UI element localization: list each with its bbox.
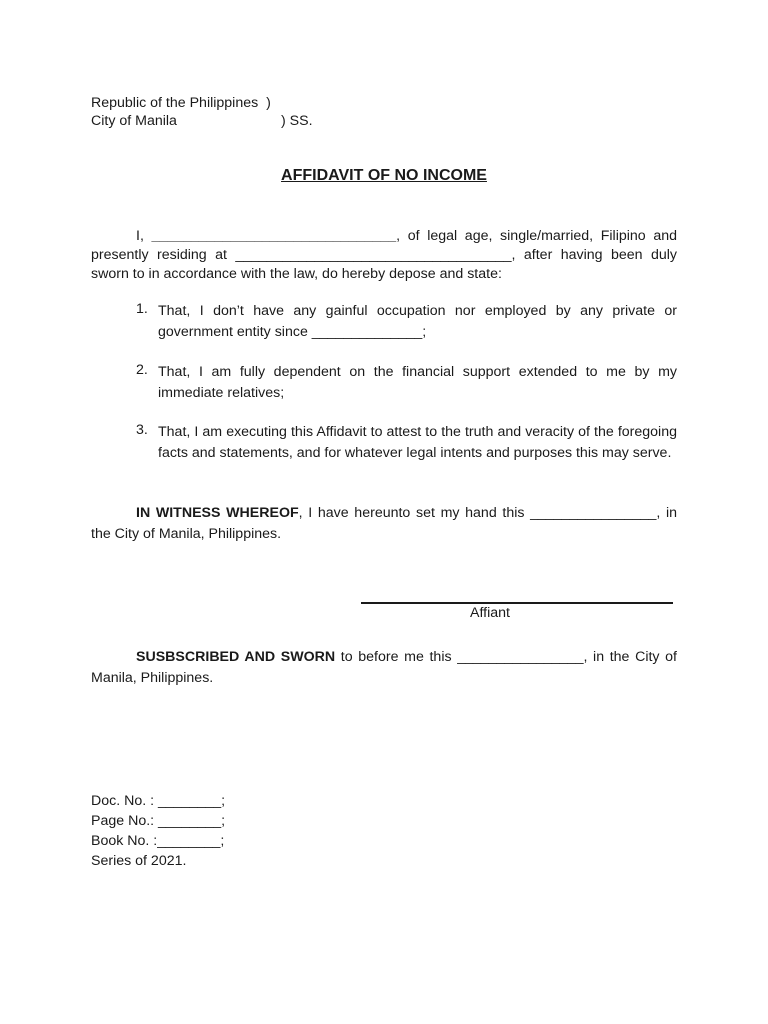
item-text: That, I am executing this Affidavit to attest to the truth and veracity of the foregoing facts and statements, and for whatever legal intents and purposes this may serve. bbox=[158, 424, 677, 461]
item-number: 2. bbox=[136, 362, 148, 378]
notarial-register bbox=[91, 791, 225, 871]
list-item bbox=[136, 362, 677, 404]
venue-republic: Republic of the Philippines ) bbox=[91, 95, 271, 111]
venue-city: City of Manila bbox=[91, 113, 177, 129]
intro-text: , of legal age, single/married, Filipino and presently residing at ___________________________________, after having been duly sworn to in accordance with the law, do hereby depose and state: bbox=[91, 228, 677, 282]
intro-prefix: I, bbox=[136, 228, 152, 244]
item-text: That, I don’t have any gainful occupation nor employed by any private or government entity since ______________; bbox=[158, 303, 677, 340]
witness-text: , I have hereunto set my hand this ________________, in the City of Manila, Philippines. bbox=[91, 505, 678, 542]
doc-number: Doc. No. : ________; bbox=[91, 793, 226, 809]
page-number: Page No.: ________; bbox=[91, 813, 226, 829]
signature-line bbox=[361, 594, 673, 604]
affiant-name-blank: _______________________________ bbox=[151, 228, 397, 244]
document-title: AFFIDAVIT OF NO INCOME bbox=[281, 167, 487, 184]
sworn-heading: SUSBSCRIBED AND SWORN bbox=[136, 649, 336, 665]
item-text: That, I am fully dependent on the financial support extended to me by my immediate relatives; bbox=[158, 364, 677, 401]
venue-city-row bbox=[91, 112, 313, 130]
item-number: 3. bbox=[136, 422, 148, 438]
affiant-label: Affiant bbox=[470, 605, 510, 621]
sworn-text: to before me this ________________, in the City of Manila, Philippines. bbox=[91, 649, 677, 686]
list-item bbox=[136, 422, 677, 464]
book-number: Book No. :________; bbox=[91, 833, 225, 849]
series-year: Series of 2021. bbox=[91, 853, 187, 869]
witness-paragraph bbox=[91, 503, 677, 545]
list-item bbox=[136, 301, 677, 343]
sworn-paragraph bbox=[91, 647, 677, 689]
venue-block bbox=[91, 94, 313, 130]
intro-paragraph bbox=[91, 227, 677, 284]
item-number: 1. bbox=[136, 301, 148, 317]
witness-heading: IN WITNESS WHEREOF bbox=[136, 505, 299, 521]
venue-ss: ) SS. bbox=[281, 113, 313, 129]
